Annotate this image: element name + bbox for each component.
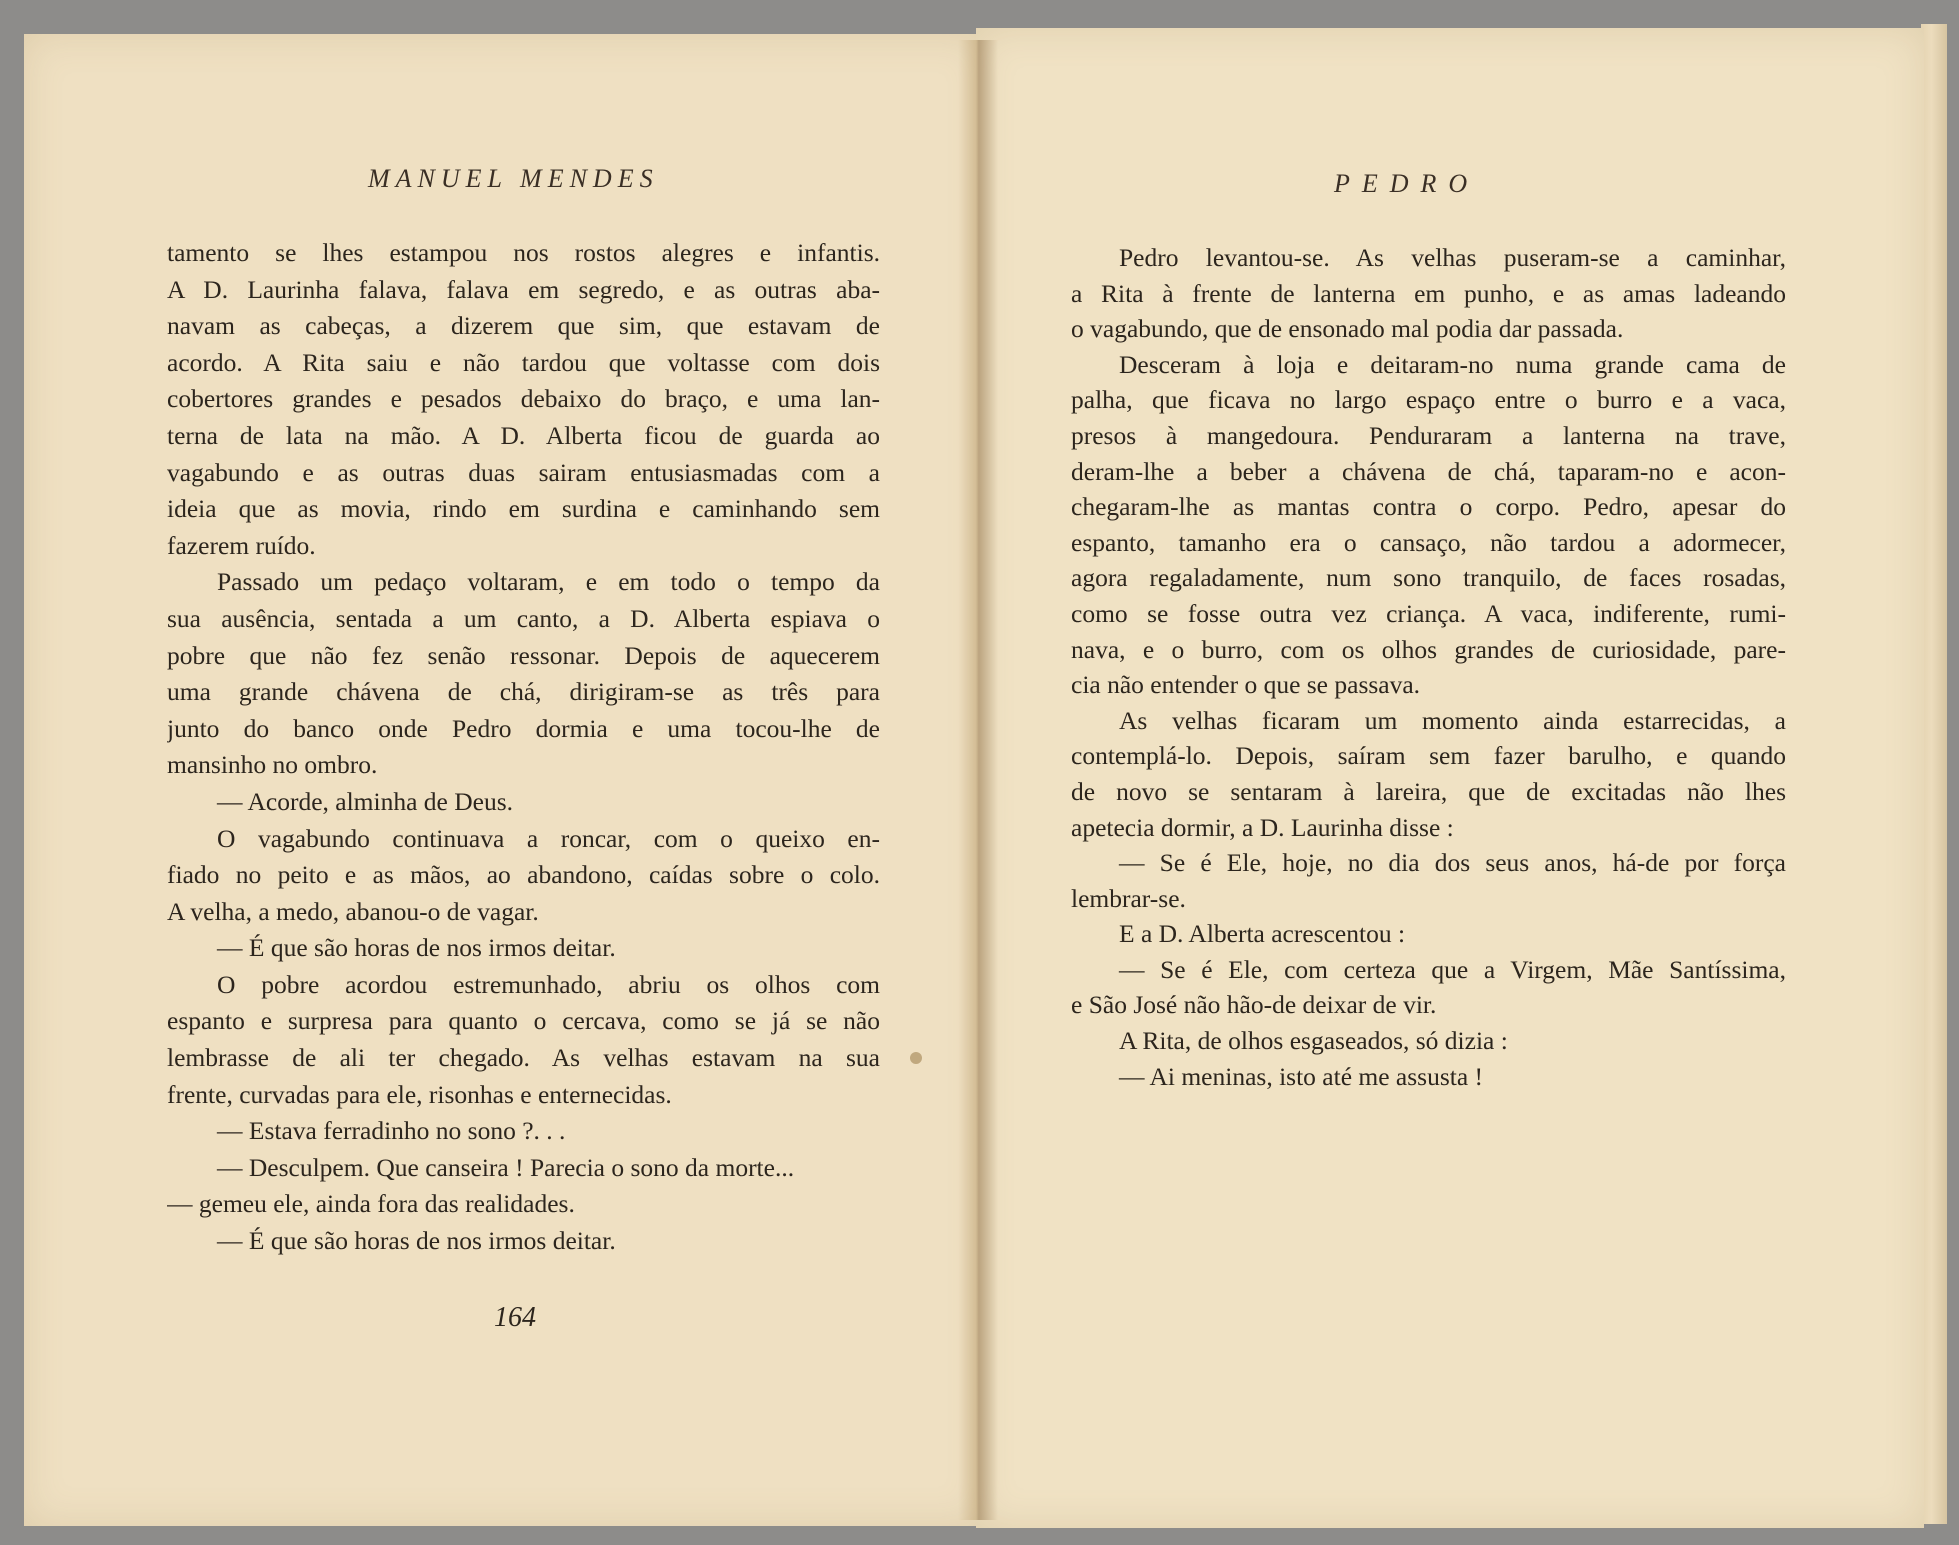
text-line: — É que são horas de nos irmos deitar. (217, 1226, 616, 1256)
text-line: nava, e o burro, com os olhos grandes de curiosidade, pare- (1071, 634, 1786, 664)
text-line: espanto, tamanho era o cansaço, não tardou a adormecer, (1071, 527, 1786, 557)
text-line: — Desculpem. Que canseira ! Parecia o sono da morte... (217, 1152, 795, 1182)
text-line: O pobre acordou estremunhado, abriu os olhos com (217, 969, 880, 999)
text-line: As velhas ficaram um momento ainda estarrecidas, a (1119, 705, 1786, 735)
text-line: — Ai meninas, isto até me assusta ! (1119, 1061, 1484, 1091)
text-line: acordo. A Rita saiu e não tardou que voltasse com dois (167, 347, 880, 377)
text-line: E a D. Alberta acrescentou : (1119, 919, 1406, 949)
text-line: A velha, a medo, abanou-o de vagar. (167, 896, 539, 926)
text-line: O vagabundo continuava a roncar, com o queixo en- (217, 823, 880, 853)
text-line: como se fosse outra vez criança. A vaca, indiferente, rumi- (1071, 598, 1786, 628)
left-running-head: MANUEL MENDES (368, 164, 659, 193)
text-line: — Se é Ele, com certeza que a Virgem, Mãe Santíssima, (1119, 954, 1786, 984)
text-line: espanto e surpresa para quanto o cercava, como se já se não (167, 1006, 880, 1036)
text-line: Passado um pedaço voltaram, e em todo o tempo da (217, 567, 880, 597)
text-line: lembrar-se. (1071, 883, 1186, 913)
text-line: terna de lata na mão. A D. Alberta ficou de guarda ao (167, 420, 880, 450)
text-line: a Rita à frente de lanterna em punho, e as amas ladeando (1071, 278, 1786, 308)
text-line: — É que são horas de nos irmos deitar. (217, 933, 616, 963)
right-running-head: PEDRO (1334, 169, 1480, 198)
text-line: fazerem ruído. (167, 530, 316, 560)
text-line: navam as cabeças, a dizerem que sim, que estavam de (167, 311, 880, 341)
text-line: pobre que não fez senão ressonar. Depois de aquecerem (167, 640, 880, 670)
text-line: — Acorde, alminha de Deus. (217, 786, 514, 816)
text-line: vagabundo e as outras duas sairam entusiasmadas com a (167, 457, 880, 487)
text-line: fiado no peito e as mãos, ao abandono, caídas sobre o colo. (167, 860, 880, 890)
text-line: e São José não hão-de deixar de vir. (1071, 990, 1437, 1020)
text-line: de novo se sentaram à lareira, que de excitadas não lhes (1071, 776, 1786, 806)
text-line: — Se é Ele, hoje, no dia dos seus anos, há-de por força (1119, 848, 1786, 878)
text-line: Pedro levantou-se. As velhas puseram-se a caminhar, (1119, 243, 1786, 272)
text-line: A Rita, de olhos esgaseados, só dizia : (1119, 1026, 1508, 1056)
text-line: ideia que as movia, rindo em surdina e caminhando sem (167, 494, 880, 524)
text-line: cia não entender o que se passava. (1071, 670, 1421, 700)
text-line: contemplá-lo. Depois, saíram sem fazer barulho, e quando (1071, 741, 1786, 771)
book-gutter (958, 40, 998, 1520)
text-line: mansinho no ombro. (167, 750, 378, 780)
text-line: lembrasse de ali ter chegado. As velhas estavam na sua (167, 1043, 880, 1073)
text-line: palha, que ficava no largo espaço entre o burro e a vaca, (1071, 385, 1786, 415)
text-line: junto do banco onde Pedro dormia e uma tocou-lhe de (167, 713, 880, 743)
text-line: — gemeu ele, ainda fora das realidades. (167, 1189, 575, 1219)
page-edges (1921, 24, 1947, 1524)
page-number: 164 (494, 1302, 536, 1333)
text-line: chegaram-lhe as mantas contra o corpo. Pedro, apesar do (1071, 492, 1786, 522)
text-line: Desceram à loja e deitaram-no numa grande cama de (1119, 349, 1786, 379)
text-line: agora regaladamente, num sono tranquilo, de faces rosadas, (1071, 563, 1786, 593)
text-line: frente, curvadas para ele, risonhas e enternecidas. (167, 1079, 672, 1109)
left-page-text (167, 235, 880, 1260)
text-line: sua ausência, sentada a um canto, a D. Alberta espiava o (167, 603, 880, 633)
text-line: uma grande chávena de chá, dirigiram-se as três para (167, 677, 880, 707)
text-line: tamento se lhes estampou nos rostos alegres e infantis. (167, 238, 880, 267)
right-page-text (1071, 240, 1786, 1094)
text-line: — Estava ferradinho no sono ?. . . (217, 1116, 566, 1146)
paper-stain (910, 1052, 922, 1064)
text-line: deram-lhe a beber a chávena de chá, taparam-no e acon- (1071, 456, 1786, 486)
text-line: presos à mangedoura. Penduraram a lanterna na trave, (1071, 420, 1786, 450)
text-line: apetecia dormir, a D. Laurinha disse : (1071, 812, 1454, 842)
text-line: cobertores grandes e pesados debaixo do braço, e uma lan- (167, 384, 880, 414)
text-line: A D. Laurinha falava, falava em segredo, e as outras aba- (167, 274, 880, 304)
text-line: o vagabundo, que de ensonado mal podia dar passada. (1071, 314, 1624, 344)
